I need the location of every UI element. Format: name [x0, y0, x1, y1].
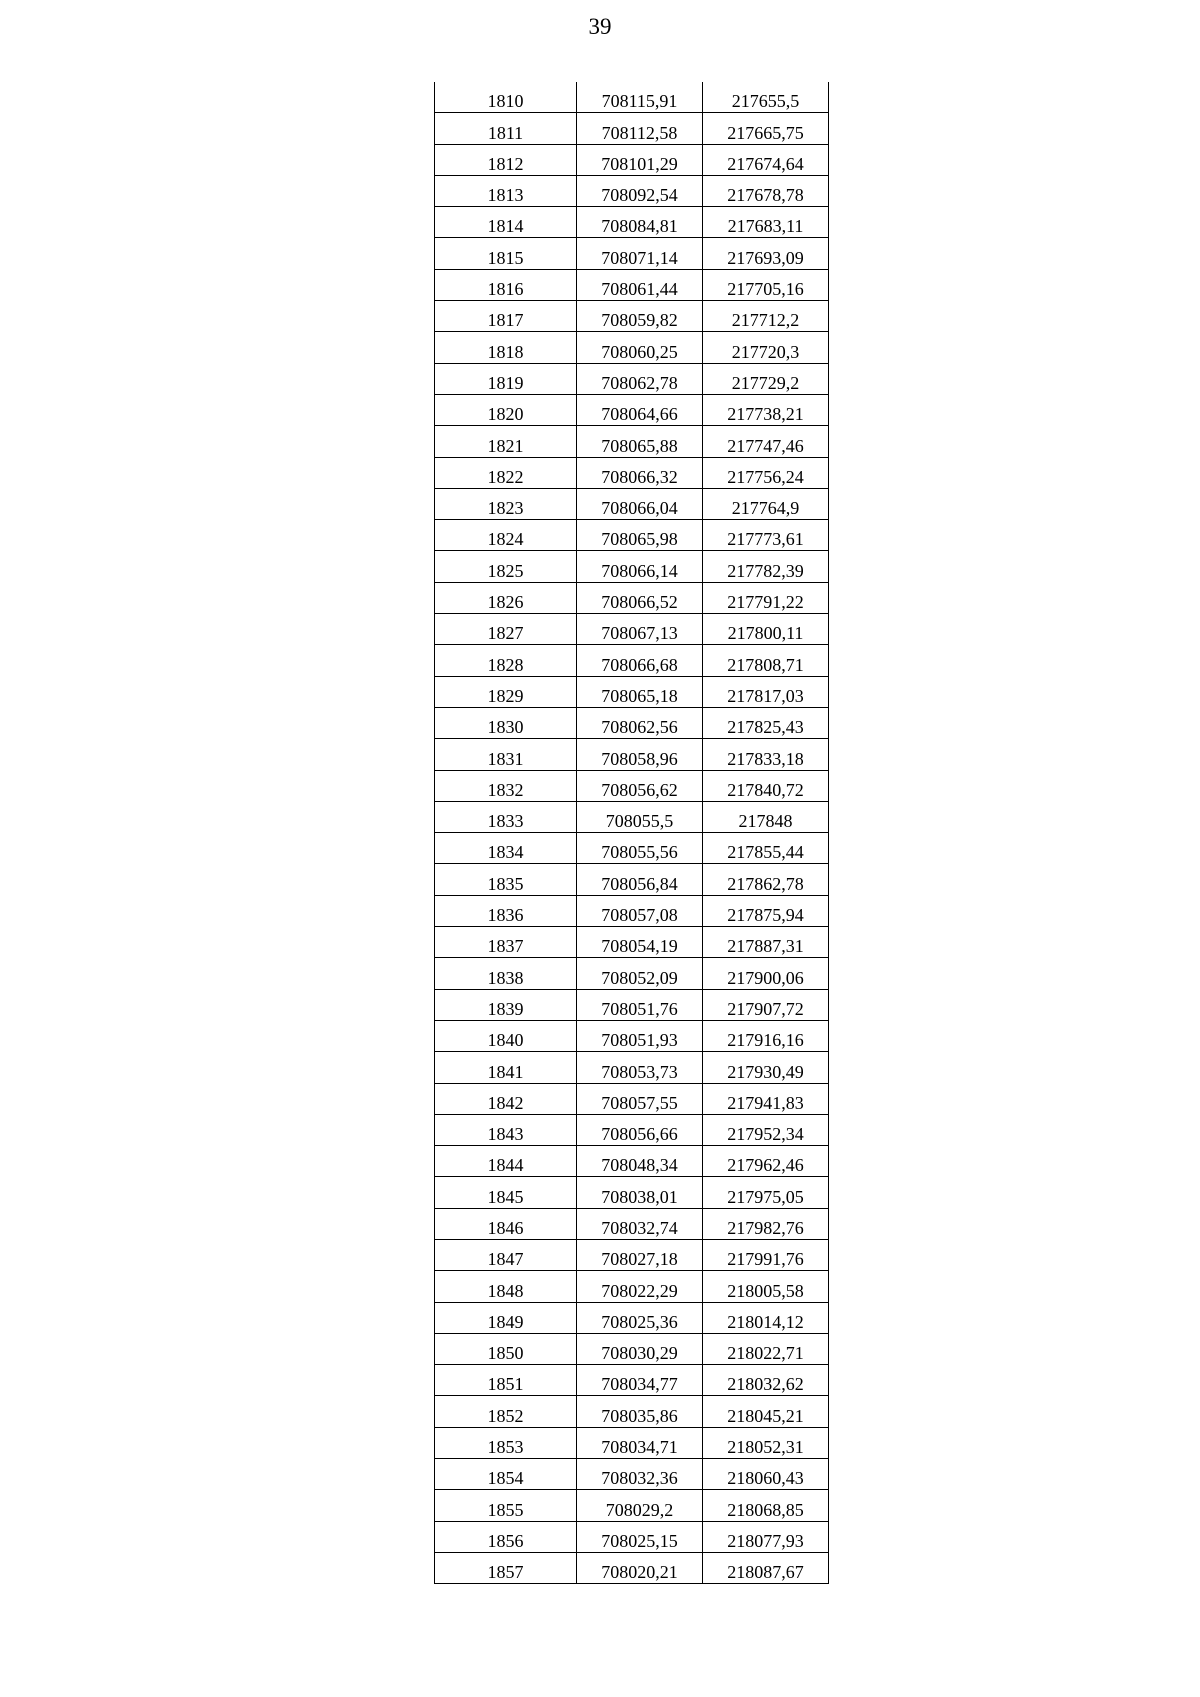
- y-coordinate-cell: 217952,34: [703, 1114, 829, 1145]
- table-row: [435, 1208, 829, 1239]
- table-row: [435, 1459, 829, 1490]
- x-coordinate-cell: 708032,36: [577, 1459, 703, 1490]
- y-coordinate-cell: 218068,85: [703, 1490, 829, 1521]
- y-coordinate-cell: 217848: [703, 801, 829, 832]
- table-row: [435, 551, 829, 582]
- y-coordinate-cell: 218005,58: [703, 1271, 829, 1302]
- table-row: [435, 770, 829, 801]
- table-row: [435, 1271, 829, 1302]
- point-number-cell: 1855: [435, 1490, 577, 1521]
- point-number-cell: 1823: [435, 488, 577, 519]
- y-coordinate-cell: 218032,62: [703, 1365, 829, 1396]
- x-coordinate-cell: 708067,13: [577, 614, 703, 645]
- point-number-cell: 1841: [435, 1052, 577, 1083]
- x-coordinate-cell: 708101,29: [577, 144, 703, 175]
- table-row: [435, 1365, 829, 1396]
- table-row: [435, 707, 829, 738]
- table-row: [435, 488, 829, 519]
- point-number-cell: 1816: [435, 269, 577, 300]
- x-coordinate-cell: 708055,56: [577, 833, 703, 864]
- table-row: [435, 394, 829, 425]
- y-coordinate-cell: 217655,5: [703, 82, 829, 113]
- point-number-cell: 1852: [435, 1396, 577, 1427]
- point-number-cell: 1827: [435, 614, 577, 645]
- y-coordinate-cell: 217907,72: [703, 989, 829, 1020]
- x-coordinate-cell: 708084,81: [577, 207, 703, 238]
- table-row: [435, 645, 829, 676]
- y-coordinate-cell: 217982,76: [703, 1208, 829, 1239]
- table-row: [435, 1114, 829, 1145]
- point-number-cell: 1818: [435, 332, 577, 363]
- y-coordinate-cell: 218077,93: [703, 1521, 829, 1552]
- table-row: [435, 207, 829, 238]
- y-coordinate-cell: 217930,49: [703, 1052, 829, 1083]
- table-row: [435, 426, 829, 457]
- point-number-cell: 1840: [435, 1020, 577, 1051]
- y-coordinate-cell: 217825,43: [703, 707, 829, 738]
- point-number-cell: 1830: [435, 707, 577, 738]
- table-row: [435, 269, 829, 300]
- point-number-cell: 1819: [435, 363, 577, 394]
- x-coordinate-cell: 708061,44: [577, 269, 703, 300]
- x-coordinate-cell: 708066,52: [577, 582, 703, 613]
- x-coordinate-cell: 708056,66: [577, 1114, 703, 1145]
- y-coordinate-cell: 217817,03: [703, 676, 829, 707]
- y-coordinate-cell: 218060,43: [703, 1459, 829, 1490]
- x-coordinate-cell: 708025,15: [577, 1521, 703, 1552]
- point-number-cell: 1850: [435, 1333, 577, 1364]
- coordinates-table-body: [435, 82, 829, 1584]
- point-number-cell: 1843: [435, 1114, 577, 1145]
- point-number-cell: 1828: [435, 645, 577, 676]
- point-number-cell: 1854: [435, 1459, 577, 1490]
- x-coordinate-cell: 708071,14: [577, 238, 703, 269]
- table-row: [435, 1020, 829, 1051]
- y-coordinate-cell: 217738,21: [703, 394, 829, 425]
- point-number-cell: 1832: [435, 770, 577, 801]
- table-row: [435, 833, 829, 864]
- x-coordinate-cell: 708092,54: [577, 175, 703, 206]
- table-row: [435, 301, 829, 332]
- y-coordinate-cell: 217862,78: [703, 864, 829, 895]
- y-coordinate-cell: 217782,39: [703, 551, 829, 582]
- y-coordinate-cell: 217756,24: [703, 457, 829, 488]
- x-coordinate-cell: 708066,04: [577, 488, 703, 519]
- y-coordinate-cell: 217833,18: [703, 739, 829, 770]
- point-number-cell: 1831: [435, 739, 577, 770]
- table-row: [435, 739, 829, 770]
- point-number-cell: 1849: [435, 1302, 577, 1333]
- point-number-cell: 1824: [435, 520, 577, 551]
- point-number-cell: 1848: [435, 1271, 577, 1302]
- y-coordinate-cell: 218087,67: [703, 1552, 829, 1583]
- y-coordinate-cell: 217693,09: [703, 238, 829, 269]
- x-coordinate-cell: 708065,98: [577, 520, 703, 551]
- table-row: [435, 457, 829, 488]
- y-coordinate-cell: 217991,76: [703, 1239, 829, 1270]
- point-number-cell: 1825: [435, 551, 577, 582]
- point-number-cell: 1835: [435, 864, 577, 895]
- table-row: [435, 1083, 829, 1114]
- point-number-cell: 1857: [435, 1552, 577, 1583]
- y-coordinate-cell: 217683,11: [703, 207, 829, 238]
- x-coordinate-cell: 708022,29: [577, 1271, 703, 1302]
- x-coordinate-cell: 708066,14: [577, 551, 703, 582]
- x-coordinate-cell: 708066,32: [577, 457, 703, 488]
- y-coordinate-cell: 217975,05: [703, 1177, 829, 1208]
- x-coordinate-cell: 708051,76: [577, 989, 703, 1020]
- y-coordinate-cell: 218014,12: [703, 1302, 829, 1333]
- y-coordinate-cell: 217916,16: [703, 1020, 829, 1051]
- table-row: [435, 1302, 829, 1333]
- point-number-cell: 1836: [435, 895, 577, 926]
- x-coordinate-cell: 708032,74: [577, 1208, 703, 1239]
- table-row: [435, 363, 829, 394]
- table-row: [435, 113, 829, 144]
- point-number-cell: 1838: [435, 958, 577, 989]
- y-coordinate-cell: 217720,3: [703, 332, 829, 363]
- x-coordinate-cell: 708065,18: [577, 676, 703, 707]
- x-coordinate-cell: 708029,2: [577, 1490, 703, 1521]
- y-coordinate-cell: 217840,72: [703, 770, 829, 801]
- table-row: [435, 582, 829, 613]
- table-row: [435, 614, 829, 645]
- table-row: [435, 864, 829, 895]
- point-number-cell: 1837: [435, 927, 577, 958]
- x-coordinate-cell: 708060,25: [577, 332, 703, 363]
- table-row: [435, 927, 829, 958]
- point-number-cell: 1839: [435, 989, 577, 1020]
- point-number-cell: 1842: [435, 1083, 577, 1114]
- x-coordinate-cell: 708052,09: [577, 958, 703, 989]
- point-number-cell: 1846: [435, 1208, 577, 1239]
- y-coordinate-cell: 217764,9: [703, 488, 829, 519]
- y-coordinate-cell: 217887,31: [703, 927, 829, 958]
- point-number-cell: 1833: [435, 801, 577, 832]
- table-row: [435, 82, 829, 113]
- table-row: [435, 1333, 829, 1364]
- y-coordinate-cell: 217678,78: [703, 175, 829, 206]
- x-coordinate-cell: 708034,77: [577, 1365, 703, 1396]
- table-row: [435, 1427, 829, 1458]
- point-number-cell: 1856: [435, 1521, 577, 1552]
- page-number: 39: [588, 14, 612, 39]
- coordinates-table: [434, 82, 829, 1584]
- y-coordinate-cell: 217747,46: [703, 426, 829, 457]
- table-row: [435, 801, 829, 832]
- table-row: [435, 989, 829, 1020]
- point-number-cell: 1813: [435, 175, 577, 206]
- table-row: [435, 1146, 829, 1177]
- point-number-cell: 1821: [435, 426, 577, 457]
- point-number-cell: 1822: [435, 457, 577, 488]
- table-row: [435, 676, 829, 707]
- y-coordinate-cell: 218045,21: [703, 1396, 829, 1427]
- x-coordinate-cell: 708062,56: [577, 707, 703, 738]
- x-coordinate-cell: 708062,78: [577, 363, 703, 394]
- table-row: [435, 520, 829, 551]
- x-coordinate-cell: 708027,18: [577, 1239, 703, 1270]
- table-row: [435, 332, 829, 363]
- x-coordinate-cell: 708020,21: [577, 1552, 703, 1583]
- table-row: [435, 144, 829, 175]
- table-row: [435, 1177, 829, 1208]
- x-coordinate-cell: 708059,82: [577, 301, 703, 332]
- x-coordinate-cell: 708035,86: [577, 1396, 703, 1427]
- x-coordinate-cell: 708051,93: [577, 1020, 703, 1051]
- point-number-cell: 1811: [435, 113, 577, 144]
- point-number-cell: 1834: [435, 833, 577, 864]
- point-number-cell: 1812: [435, 144, 577, 175]
- y-coordinate-cell: 217773,61: [703, 520, 829, 551]
- point-number-cell: 1829: [435, 676, 577, 707]
- y-coordinate-cell: 217855,44: [703, 833, 829, 864]
- x-coordinate-cell: 708054,19: [577, 927, 703, 958]
- point-number-cell: 1820: [435, 394, 577, 425]
- y-coordinate-cell: 217729,2: [703, 363, 829, 394]
- point-number-cell: 1817: [435, 301, 577, 332]
- y-coordinate-cell: 218052,31: [703, 1427, 829, 1458]
- y-coordinate-cell: 217875,94: [703, 895, 829, 926]
- table-row: [435, 175, 829, 206]
- y-coordinate-cell: 217800,11: [703, 614, 829, 645]
- x-coordinate-cell: 708057,08: [577, 895, 703, 926]
- x-coordinate-cell: 708056,84: [577, 864, 703, 895]
- x-coordinate-cell: 708057,55: [577, 1083, 703, 1114]
- table-row: [435, 958, 829, 989]
- x-coordinate-cell: 708065,88: [577, 426, 703, 457]
- y-coordinate-cell: 217665,75: [703, 113, 829, 144]
- y-coordinate-cell: 218022,71: [703, 1333, 829, 1364]
- point-number-cell: 1847: [435, 1239, 577, 1270]
- table-row: [435, 1521, 829, 1552]
- y-coordinate-cell: 217941,83: [703, 1083, 829, 1114]
- x-coordinate-cell: 708038,01: [577, 1177, 703, 1208]
- y-coordinate-cell: 217791,22: [703, 582, 829, 613]
- table-row: [435, 895, 829, 926]
- x-coordinate-cell: 708115,91: [577, 82, 703, 113]
- x-coordinate-cell: 708048,34: [577, 1146, 703, 1177]
- y-coordinate-cell: 217712,2: [703, 301, 829, 332]
- x-coordinate-cell: 708055,5: [577, 801, 703, 832]
- x-coordinate-cell: 708030,29: [577, 1333, 703, 1364]
- x-coordinate-cell: 708034,71: [577, 1427, 703, 1458]
- point-number-cell: 1844: [435, 1146, 577, 1177]
- table-row: [435, 238, 829, 269]
- y-coordinate-cell: 217962,46: [703, 1146, 829, 1177]
- point-number-cell: 1815: [435, 238, 577, 269]
- x-coordinate-cell: 708058,96: [577, 739, 703, 770]
- point-number-cell: 1814: [435, 207, 577, 238]
- x-coordinate-cell: 708053,73: [577, 1052, 703, 1083]
- point-number-cell: 1826: [435, 582, 577, 613]
- y-coordinate-cell: 217808,71: [703, 645, 829, 676]
- table-row: [435, 1490, 829, 1521]
- point-number-cell: 1810: [435, 82, 577, 113]
- point-number-cell: 1845: [435, 1177, 577, 1208]
- y-coordinate-cell: 217674,64: [703, 144, 829, 175]
- table-row: [435, 1239, 829, 1270]
- x-coordinate-cell: 708112,58: [577, 113, 703, 144]
- y-coordinate-cell: 217705,16: [703, 269, 829, 300]
- table-row: [435, 1052, 829, 1083]
- x-coordinate-cell: 708056,62: [577, 770, 703, 801]
- x-coordinate-cell: 708066,68: [577, 645, 703, 676]
- table-row: [435, 1396, 829, 1427]
- x-coordinate-cell: 708064,66: [577, 394, 703, 425]
- point-number-cell: 1853: [435, 1427, 577, 1458]
- y-coordinate-cell: 217900,06: [703, 958, 829, 989]
- x-coordinate-cell: 708025,36: [577, 1302, 703, 1333]
- table-row: [435, 1552, 829, 1583]
- point-number-cell: 1851: [435, 1365, 577, 1396]
